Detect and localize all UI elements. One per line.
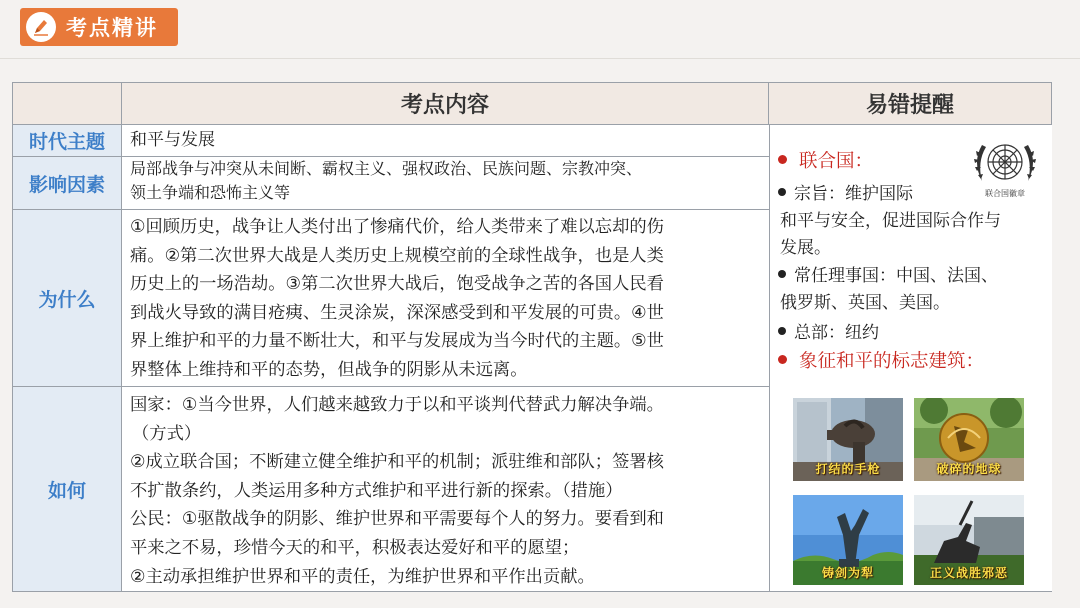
- header-content: 考点内容: [122, 83, 769, 125]
- bullet-icon: [778, 327, 786, 335]
- photo-broken-sphere: [914, 398, 1024, 481]
- reminder-line: 总部：纽约: [778, 318, 879, 343]
- table-row: [13, 157, 769, 210]
- landmark-heading: 象征和平的标志建筑：: [778, 347, 984, 373]
- text-line: （方式）: [132, 423, 202, 444]
- photo-caption: 铸剑为犁: [821, 566, 874, 580]
- photo-caption: 正义战胜邪恶: [929, 566, 1008, 580]
- un-emblem: [962, 137, 1048, 199]
- text-line: ②主动承担维护世界和平的责任，为维护世界和平作出贡献。: [130, 566, 595, 587]
- row-label: 为什么: [13, 210, 122, 386]
- text-line: ①回顾历史，战争让人类付出了惨痛代价，给人类带来了难以忘却的伤: [130, 217, 664, 237]
- table-row: [13, 210, 769, 387]
- header-cell-empty: [13, 83, 122, 125]
- text-line: 领土争端和恐怖主义等: [130, 183, 291, 202]
- knowledge-table: [12, 82, 1052, 592]
- text-line: ②成立联合国；不断建立健全维护和平的机制；派驻维和部队；签署核: [130, 452, 664, 473]
- reminder-line: 和平与安全，促进国际合作与: [780, 211, 1001, 231]
- row-label: 时代主题: [13, 125, 122, 156]
- row-label: 如何: [13, 387, 122, 591]
- row-text: [130, 213, 759, 385]
- row-text: [130, 391, 759, 591]
- reminder-line: 俄罗斯、英国、美国。: [780, 293, 950, 313]
- divider: [0, 58, 1080, 59]
- photo-caption: 破碎的地球: [936, 462, 1002, 476]
- reminder-line: 常任理事国：中国、法国、: [778, 261, 998, 286]
- row-text: [130, 157, 759, 205]
- photo-caption: 打结的手枪: [815, 462, 881, 476]
- table-row: [13, 387, 769, 591]
- text-line: 平来之不易，珍惜今天的和平，积极表达爱好和平的愿望；: [130, 537, 580, 558]
- pen-icon: [26, 12, 56, 42]
- text-line: 历史上的一场浩劫。③第二次世界大战后，饱受战争之苦的各国人民看: [130, 274, 664, 295]
- bullet-icon: [778, 270, 786, 278]
- row-label: 影响因素: [13, 157, 122, 209]
- text-line: 公民：①驱散战争的阴影、维护世界和平需要每个人的努力。要看到和: [130, 509, 664, 530]
- red-bullet-icon: [778, 355, 787, 364]
- section-badge: [20, 8, 178, 46]
- un-emblem-icon: [962, 137, 1048, 187]
- photo-swords-plowshares: [793, 495, 903, 585]
- text-line: 局部战争与冲突从未间断、霸权主义、强权政治、民族问题、宗教冲突、: [130, 159, 643, 178]
- text-line: 不扩散条约，人类运用多种方式维护和平进行新的探索。（措施）: [130, 480, 623, 501]
- text-line: 界上维护和平的力量不断壮大，和平与发展成为当今时代的主题。⑤世: [130, 331, 664, 352]
- un-emblem-caption: 联合国徽章: [985, 189, 1025, 198]
- red-bullet-icon: [778, 155, 787, 164]
- header-reminder: 易错提醒: [769, 83, 1051, 125]
- photo-good-defeats-evil: [914, 495, 1024, 585]
- table-row: [13, 125, 769, 157]
- row-text: 和平与发展: [130, 130, 215, 150]
- reminder-column: [769, 125, 1052, 591]
- text-line: 到战火导致的满目疮痍、生灵涂炭，深深感受到和平发展的可贵。④世: [130, 302, 664, 323]
- bullet-icon: [778, 188, 786, 196]
- reminder-line: 发展。: [780, 238, 831, 258]
- section-title: 考点精讲: [66, 16, 158, 40]
- text-line: 国家：①当今世界，人们越来越致力于以和平谈判代替武力解决争端。: [130, 395, 664, 415]
- text-line: 界整体上维持和平的态势，但战争的阴影从未远离。: [130, 359, 528, 380]
- un-heading: 联合国：: [778, 147, 873, 173]
- text-line: 痛。②第二次世界大战是人类历史上规模空前的全球性战争，也是人类: [130, 245, 664, 266]
- photo-knotted-gun: [793, 398, 903, 481]
- reminder-line: 宗旨：维护国际: [778, 179, 913, 204]
